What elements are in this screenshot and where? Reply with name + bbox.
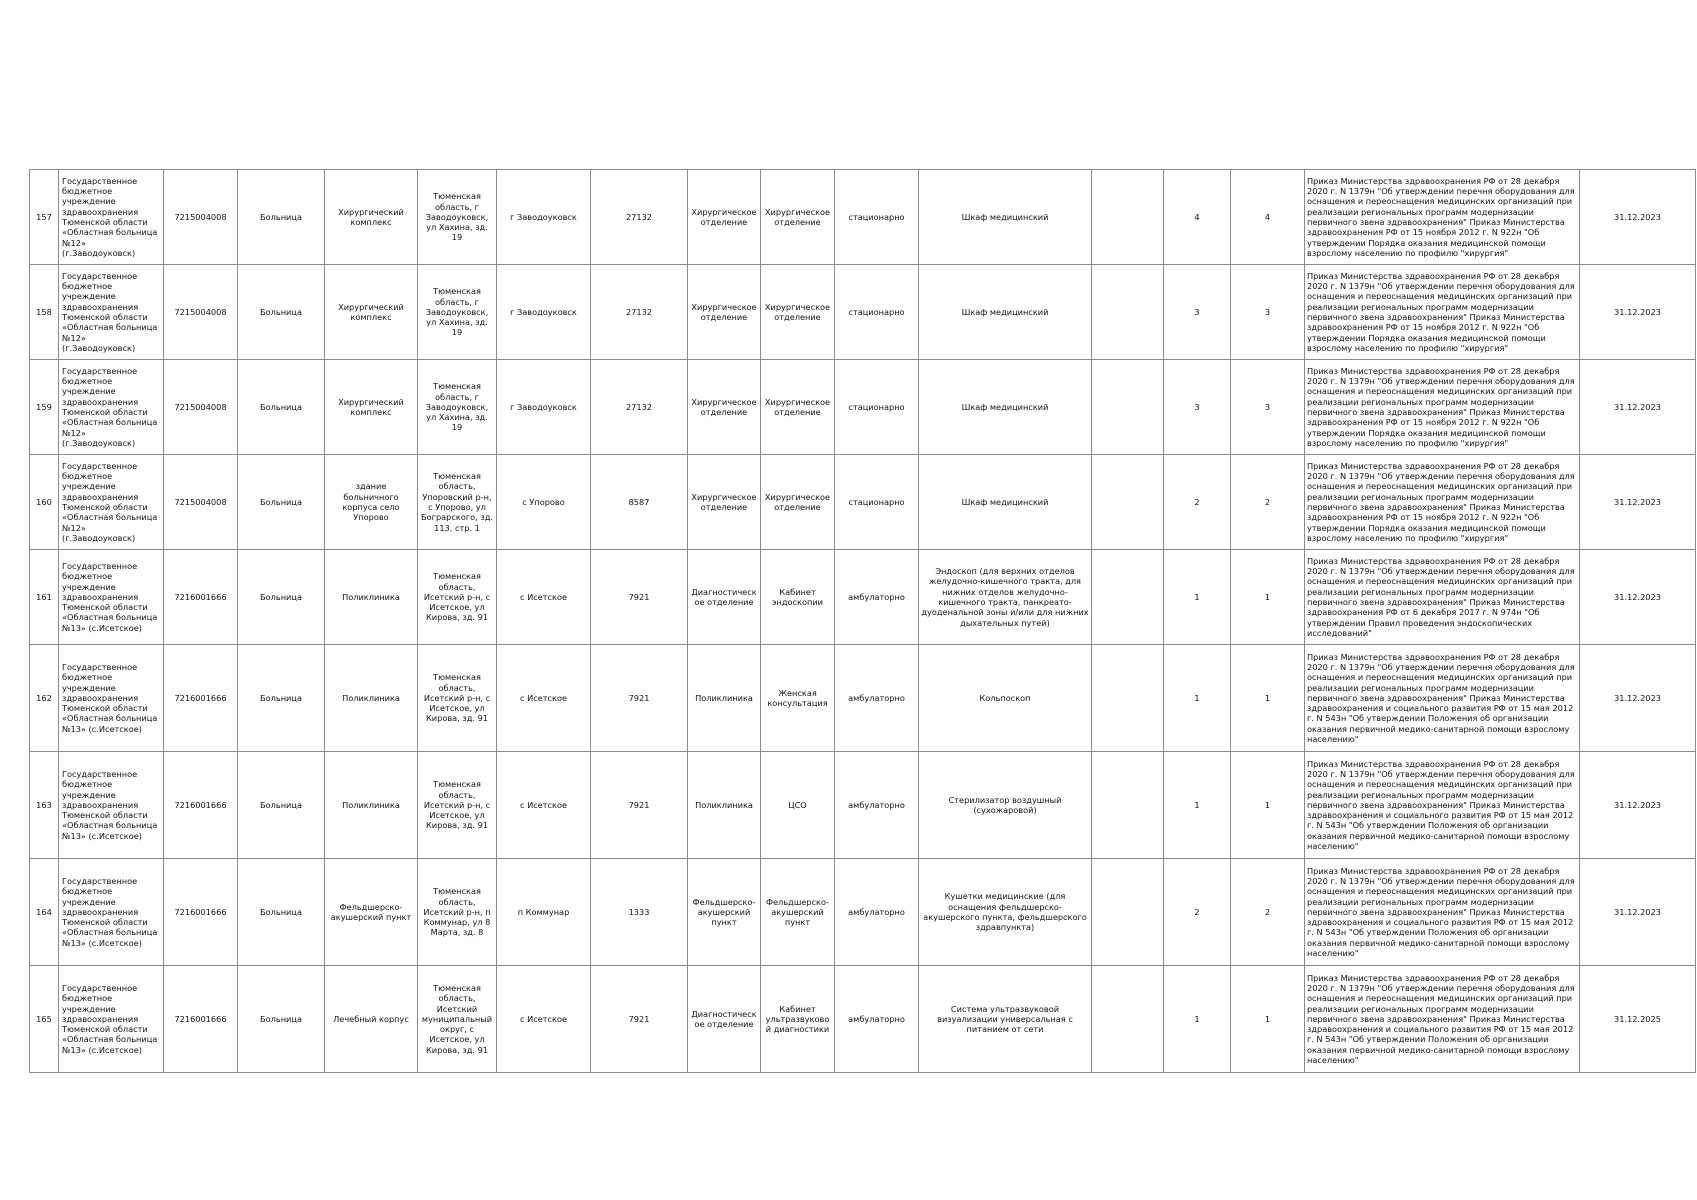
population-cell: 7921	[591, 752, 688, 859]
table-body	[30, 170, 1696, 1073]
organization-cell: Государственное бюджетное учреждение здравоохранения Тюменской области «Областная больница №13» (с.Исетское)	[59, 859, 164, 966]
row-number-cell: 160	[30, 455, 59, 550]
extra-cell	[1092, 752, 1164, 859]
organization-cell: Государственное бюджетное учреждение здравоохранения Тюменской области «Областная больница №12» (г.Заводоуковск)	[59, 360, 164, 455]
building-cell: Хирургический комплекс	[325, 170, 418, 265]
inn-cell: 7216001666	[164, 752, 238, 859]
quantity-plan-cell: 3	[1231, 360, 1305, 455]
quantity-need-cell: 1	[1164, 550, 1231, 645]
building-cell: Хирургический комплекс	[325, 265, 418, 360]
regulation-cell: Приказ Министерства здравоохранения РФ от 28 декабря 2020 г. N 1379н "Об утверждении перечня оборудования для оснащения и переоснащения медицинских организаций при реализации региональных программ модернизации первичного звена здравоохранения" Приказ Министерства здравоохранения и социального развития РФ от 15 мая 2012 г. N 543н "Об утверждении Положения об организации оказания первичной медико-санитарной помощи взрослому населению"	[1305, 752, 1580, 859]
spreadsheet-page	[29, 169, 1671, 1073]
unit-cell: Фельдшерско-акушерский пункт	[761, 859, 835, 966]
table-row	[30, 859, 1696, 966]
quantity-plan-cell: 2	[1231, 455, 1305, 550]
table-row	[30, 170, 1696, 265]
inn-cell: 7215004008	[164, 455, 238, 550]
date-cell: 31.12.2023	[1580, 859, 1696, 966]
settlement-cell: п Коммунар	[497, 859, 591, 966]
unit-cell: Хирургическое отделение	[761, 170, 835, 265]
facility-type-cell: Больница	[238, 360, 325, 455]
address-cell: Тюменская область, Исетский р-н, с Исетское, ул Кирова, зд. 91	[418, 550, 497, 645]
address-cell: Тюменская область, Исетский муниципальный округ, с Исетское, ул Кирова, зд. 91	[418, 966, 497, 1073]
inn-cell: 7215004008	[164, 170, 238, 265]
row-number-cell: 163	[30, 752, 59, 859]
extra-cell	[1092, 360, 1164, 455]
facility-type-cell: Больница	[238, 550, 325, 645]
facility-type-cell: Больница	[238, 645, 325, 752]
row-number-cell: 162	[30, 645, 59, 752]
date-cell: 31.12.2023	[1580, 645, 1696, 752]
quantity-need-cell: 1	[1164, 966, 1231, 1073]
settlement-cell: с Исетское	[497, 752, 591, 859]
extra-cell	[1092, 645, 1164, 752]
address-cell: Тюменская область, Упоровский р-н, с Упорово, ул Бограрского, зд. 113, стр. 1	[418, 455, 497, 550]
facility-type-cell: Больница	[238, 966, 325, 1073]
conditions-cell: амбулаторно	[835, 645, 919, 752]
building-cell: Хирургический комплекс	[325, 360, 418, 455]
facility-type-cell: Больница	[238, 455, 325, 550]
extra-cell	[1092, 966, 1164, 1073]
quantity-need-cell: 4	[1164, 170, 1231, 265]
regulation-cell: Приказ Министерства здравоохранения РФ от 28 декабря 2020 г. N 1379н "Об утверждении перечня оборудования для оснащения и переоснащения медицинских организаций при реализации региональных программ модернизации первичного звена здравоохранения" Приказ Министерства здравоохранения и социального развития РФ от 15 мая 2012 г. N 543н "Об утверждении Положения об организации оказания первичной медико-санитарной помощи взрослому населению"	[1305, 645, 1580, 752]
settlement-cell: с Исетское	[497, 966, 591, 1073]
table-row	[30, 455, 1696, 550]
row-number-cell: 159	[30, 360, 59, 455]
facility-type-cell: Больница	[238, 859, 325, 966]
quantity-plan-cell: 4	[1231, 170, 1305, 265]
unit-cell: Хирургическое отделение	[761, 360, 835, 455]
division-cell: Хирургическое отделение	[688, 170, 761, 265]
settlement-cell: г Заводоуковск	[497, 360, 591, 455]
division-cell: Поликлиника	[688, 645, 761, 752]
conditions-cell: стационарно	[835, 170, 919, 265]
equipment-cell: Эндоскоп (для верхних отделов желудочно-кишечного тракта, для нижних отделов желудочно-кишечного тракта, панкреато-дуоденальной зоны и/или для нижних дыхательных путей)	[919, 550, 1092, 645]
facility-type-cell: Больница	[238, 265, 325, 360]
organization-cell: Государственное бюджетное учреждение здравоохранения Тюменской области «Областная больница №13» (с.Исетское)	[59, 550, 164, 645]
inn-cell: 7216001666	[164, 859, 238, 966]
settlement-cell: г Заводоуковск	[497, 265, 591, 360]
division-cell: Поликлиника	[688, 752, 761, 859]
equipment-cell: Система ультразвуковой визуализации универсальная с питанием от сети	[919, 966, 1092, 1073]
row-number-cell: 158	[30, 265, 59, 360]
unit-cell: Кабинет ультразвуковой диагностики	[761, 966, 835, 1073]
unit-cell: Женская консультация	[761, 645, 835, 752]
extra-cell	[1092, 550, 1164, 645]
organization-cell: Государственное бюджетное учреждение здравоохранения Тюменской области «Областная больница №13» (с.Исетское)	[59, 966, 164, 1073]
building-cell: Поликлиника	[325, 752, 418, 859]
quantity-plan-cell: 1	[1231, 645, 1305, 752]
table-row	[30, 265, 1696, 360]
regulation-cell: Приказ Министерства здравоохранения РФ от 28 декабря 2020 г. N 1379н "Об утверждении перечня оборудования для оснащения и переоснащения медицинских организаций при реализации региональных программ модернизации первичного звена здравоохранения" Приказ Министерства здравоохранения РФ от 6 декабря 2017 г. N 974н "Об утверждении Правил проведения эндоскопических исследований"	[1305, 550, 1580, 645]
conditions-cell: амбулаторно	[835, 966, 919, 1073]
quantity-need-cell: 2	[1164, 455, 1231, 550]
quantity-plan-cell: 2	[1231, 859, 1305, 966]
unit-cell: Хирургическое отделение	[761, 265, 835, 360]
organization-cell: Государственное бюджетное учреждение здравоохранения Тюменской области «Областная больница №12» (г.Заводоуковск)	[59, 455, 164, 550]
equipment-cell: Стерилизатор воздушный (сухожаровой)	[919, 752, 1092, 859]
population-cell: 27132	[591, 360, 688, 455]
population-cell: 7921	[591, 966, 688, 1073]
quantity-plan-cell: 1	[1231, 752, 1305, 859]
regulation-cell: Приказ Министерства здравоохранения РФ от 28 декабря 2020 г. N 1379н "Об утверждении перечня оборудования для оснащения и переоснащения медицинских организаций при реализации региональных программ модернизации первичного звена здравоохранения" Приказ Министерства здравоохранения РФ от 15 ноября 2012 г. N 922н "Об утверждении Порядка оказания медицинской помощи взрослому населению по профилю "хирургия"	[1305, 265, 1580, 360]
settlement-cell: с Исетское	[497, 550, 591, 645]
date-cell: 31.12.2023	[1580, 360, 1696, 455]
equipment-cell: Шкаф медицинский	[919, 265, 1092, 360]
quantity-plan-cell: 3	[1231, 265, 1305, 360]
row-number-cell: 161	[30, 550, 59, 645]
inn-cell: 7216001666	[164, 645, 238, 752]
division-cell: Хирургическое отделение	[688, 360, 761, 455]
quantity-need-cell: 2	[1164, 859, 1231, 966]
inn-cell: 7216001666	[164, 550, 238, 645]
building-cell: Лечебный корпус	[325, 966, 418, 1073]
organization-cell: Государственное бюджетное учреждение здравоохранения Тюменской области «Областная больница №13» (с.Исетское)	[59, 645, 164, 752]
conditions-cell: стационарно	[835, 360, 919, 455]
equipment-cell: Шкаф медицинский	[919, 360, 1092, 455]
address-cell: Тюменская область, Исетский р-н, п Коммунар, ул 8 Марта, зд. 8	[418, 859, 497, 966]
settlement-cell: г Заводоуковск	[497, 170, 591, 265]
date-cell: 31.12.2023	[1580, 265, 1696, 360]
quantity-plan-cell: 1	[1231, 550, 1305, 645]
row-number-cell: 157	[30, 170, 59, 265]
equipment-cell: Шкаф медицинский	[919, 170, 1092, 265]
table-row	[30, 645, 1696, 752]
quantity-need-cell: 3	[1164, 360, 1231, 455]
building-cell: Поликлиника	[325, 550, 418, 645]
address-cell: Тюменская область, г Заводоуковск, ул Хахина, зд. 19	[418, 265, 497, 360]
table-row	[30, 752, 1696, 859]
regulation-cell: Приказ Министерства здравоохранения РФ от 28 декабря 2020 г. N 1379н "Об утверждении перечня оборудования для оснащения и переоснащения медицинских организаций при реализации региональных программ модернизации первичного звена здравоохранения" Приказ Министерства здравоохранения РФ от 15 ноября 2012 г. N 922н "Об утверждении Порядка оказания медицинской помощи взрослому населению по профилю "хирургия"	[1305, 455, 1580, 550]
building-cell: здание больничного корпуса село Упорово	[325, 455, 418, 550]
settlement-cell: с Исетское	[497, 645, 591, 752]
unit-cell: Хирургическое отделение	[761, 455, 835, 550]
division-cell: Диагностическое отделение	[688, 966, 761, 1073]
row-number-cell: 165	[30, 966, 59, 1073]
quantity-need-cell: 1	[1164, 645, 1231, 752]
conditions-cell: стационарно	[835, 455, 919, 550]
inn-cell: 7215004008	[164, 265, 238, 360]
population-cell: 8587	[591, 455, 688, 550]
table-row	[30, 966, 1696, 1073]
organization-cell: Государственное бюджетное учреждение здравоохранения Тюменской области «Областная больница №12» (г.Заводоуковск)	[59, 265, 164, 360]
table-row	[30, 360, 1696, 455]
regulation-cell: Приказ Министерства здравоохранения РФ от 28 декабря 2020 г. N 1379н "Об утверждении перечня оборудования для оснащения и переоснащения медицинских организаций при реализации региональных программ модернизации первичного звена здравоохранения" Приказ Министерства здравоохранения и социального развития РФ от 15 мая 2012 г. N 543н "Об утверждении Положения об организации оказания первичной медико-санитарной помощи взрослому населению"	[1305, 966, 1580, 1073]
unit-cell: Кабинет эндоскопии	[761, 550, 835, 645]
equipment-cell: Кольпоскоп	[919, 645, 1092, 752]
quantity-need-cell: 1	[1164, 752, 1231, 859]
extra-cell	[1092, 265, 1164, 360]
regulation-cell: Приказ Министерства здравоохранения РФ от 28 декабря 2020 г. N 1379н "Об утверждении перечня оборудования для оснащения и переоснащения медицинских организаций при реализации региональных программ модернизации первичного звена здравоохранения" Приказ Министерства здравоохранения и социального развития РФ от 15 мая 2012 г. N 543н "Об утверждении Положения об организации оказания первичной медико-санитарной помощи взрослому населению"	[1305, 859, 1580, 966]
equipment-table	[29, 169, 1696, 1073]
inn-cell: 7216001666	[164, 966, 238, 1073]
date-cell: 31.12.2023	[1580, 550, 1696, 645]
division-cell: Хирургическое отделение	[688, 265, 761, 360]
date-cell: 31.12.2025	[1580, 966, 1696, 1073]
population-cell: 27132	[591, 170, 688, 265]
date-cell: 31.12.2023	[1580, 752, 1696, 859]
regulation-cell: Приказ Министерства здравоохранения РФ от 28 декабря 2020 г. N 1379н "Об утверждении перечня оборудования для оснащения и переоснащения медицинских организаций при реализации региональных программ модернизации первичного звена здравоохранения" Приказ Министерства здравоохранения РФ от 15 ноября 2012 г. N 922н "Об утверждении Порядка оказания медицинской помощи взрослому населению по профилю "хирургия"	[1305, 170, 1580, 265]
building-cell: Поликлиника	[325, 645, 418, 752]
settlement-cell: с Упорово	[497, 455, 591, 550]
regulation-cell: Приказ Министерства здравоохранения РФ от 28 декабря 2020 г. N 1379н "Об утверждении перечня оборудования для оснащения и переоснащения медицинских организаций при реализации региональных программ модернизации первичного звена здравоохранения" Приказ Министерства здравоохранения РФ от 15 ноября 2012 г. N 922н "Об утверждении Порядка оказания медицинской помощи взрослому населению по профилю "хирургия"	[1305, 360, 1580, 455]
quantity-plan-cell: 1	[1231, 966, 1305, 1073]
facility-type-cell: Больница	[238, 170, 325, 265]
address-cell: Тюменская область, Исетский р-н, с Исетское, ул Кирова, зд. 91	[418, 645, 497, 752]
conditions-cell: стационарно	[835, 265, 919, 360]
conditions-cell: амбулаторно	[835, 859, 919, 966]
equipment-cell: Кушетки медицинские (для оснащения фельдшерско-акушерского пункта, фельдшерского здравпункта)	[919, 859, 1092, 966]
population-cell: 27132	[591, 265, 688, 360]
quantity-need-cell: 3	[1164, 265, 1231, 360]
conditions-cell: амбулаторно	[835, 550, 919, 645]
address-cell: Тюменская область, г Заводоуковск, ул Хахина, зд. 19	[418, 170, 497, 265]
division-cell: Хирургическое отделение	[688, 455, 761, 550]
division-cell: Фельдшерско-акушерский пункт	[688, 859, 761, 966]
extra-cell	[1092, 455, 1164, 550]
extra-cell	[1092, 859, 1164, 966]
date-cell: 31.12.2023	[1580, 170, 1696, 265]
organization-cell: Государственное бюджетное учреждение здравоохранения Тюменской области «Областная больница №12» (г.Заводоуковск)	[59, 170, 164, 265]
table-row	[30, 550, 1696, 645]
unit-cell: ЦСО	[761, 752, 835, 859]
population-cell: 1333	[591, 859, 688, 966]
organization-cell: Государственное бюджетное учреждение здравоохранения Тюменской области «Областная больница №13» (с.Исетское)	[59, 752, 164, 859]
division-cell: Диагностическое отделение	[688, 550, 761, 645]
address-cell: Тюменская область, Исетский р-н, с Исетское, ул Кирова, зд. 91	[418, 752, 497, 859]
conditions-cell: амбулаторно	[835, 752, 919, 859]
date-cell: 31.12.2023	[1580, 455, 1696, 550]
row-number-cell: 164	[30, 859, 59, 966]
inn-cell: 7215004008	[164, 360, 238, 455]
population-cell: 7921	[591, 645, 688, 752]
population-cell: 7921	[591, 550, 688, 645]
extra-cell	[1092, 170, 1164, 265]
building-cell: Фельдшерско-акушерский пункт	[325, 859, 418, 966]
facility-type-cell: Больница	[238, 752, 325, 859]
equipment-cell: Шкаф медицинский	[919, 455, 1092, 550]
address-cell: Тюменская область, г Заводоуковск, ул Хахина, зд. 19	[418, 360, 497, 455]
